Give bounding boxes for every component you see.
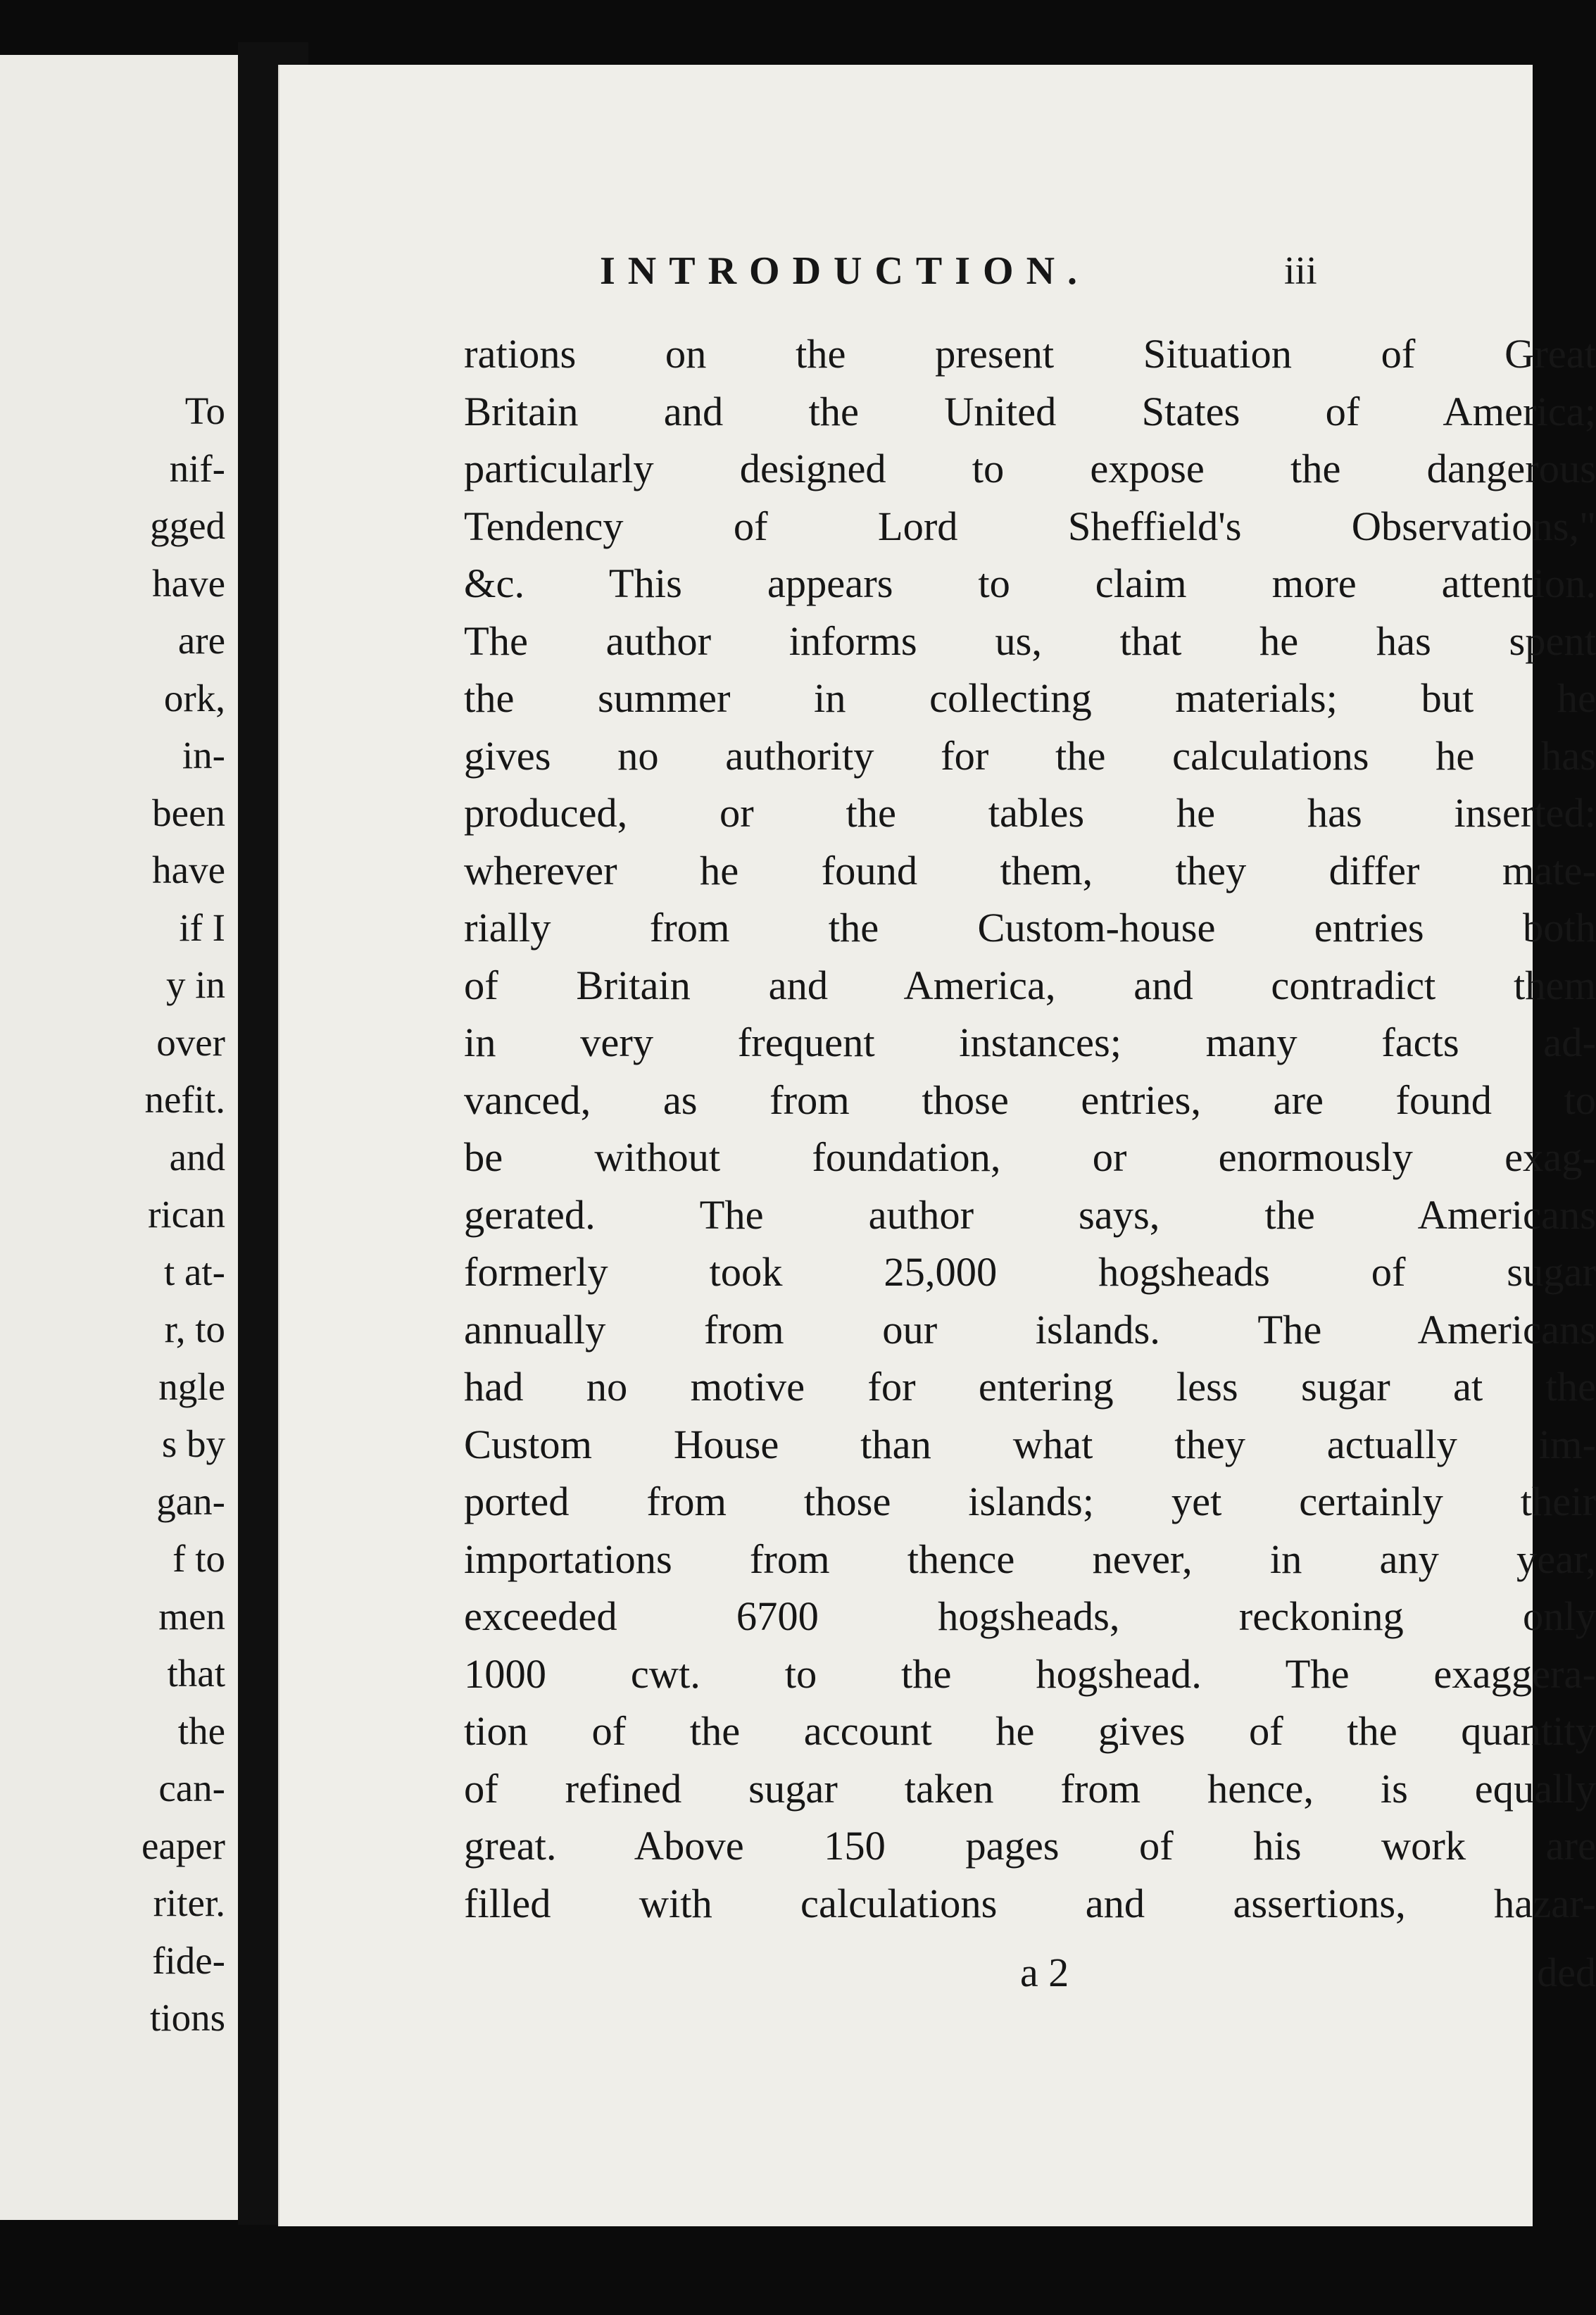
- left-line: the: [177, 1709, 225, 1752]
- left-line: men: [158, 1594, 225, 1638]
- text-line: annually from our islands. The Americans: [464, 1306, 1596, 1353]
- left-line: y in: [165, 963, 225, 1006]
- text-line: of Britain and America, and contradict them: [464, 962, 1596, 1008]
- text-line: exceeded 6700 hogsheads, reckoning only: [464, 1593, 1596, 1639]
- left-facing-page: [0, 55, 238, 2220]
- left-line: nif-: [169, 446, 225, 490]
- text-line: great. Above 150 pages of his work are: [464, 1823, 1596, 1869]
- catchword: ded: [1537, 1950, 1596, 1995]
- text-line: in very frequent instances; many facts ad-: [464, 1020, 1596, 1065]
- page-footer: [464, 1941, 1596, 2005]
- left-line: eaper: [141, 1824, 225, 1867]
- text-line: filled with calculations and assertions, hazar-: [464, 1880, 1596, 1926]
- text-line: formerly took 25,000 hogsheads of sugar: [464, 1249, 1596, 1295]
- text-line: gives no authority for the calculations he has: [464, 732, 1596, 779]
- text-line: The author informs us, that he has spent: [464, 617, 1596, 664]
- body-text: [464, 325, 1596, 1932]
- left-line: have: [152, 561, 225, 605]
- text-line: Britain and the United States of America;: [464, 388, 1596, 434]
- right-page: [278, 65, 1596, 2226]
- running-title: INTRODUCTION.: [600, 249, 1091, 293]
- left-line: To: [184, 389, 225, 432]
- text-line: the summer in collecting materials; but he: [464, 675, 1596, 721]
- left-line: been: [152, 791, 225, 834]
- left-line: ork,: [163, 676, 225, 720]
- left-line: t at-: [163, 1250, 225, 1293]
- text-line: importations from thence never, in any year,: [464, 1536, 1596, 1582]
- left-line: and: [169, 1135, 225, 1179]
- running-head: [279, 236, 1533, 306]
- left-line: tions: [150, 1996, 225, 2039]
- left-line: s by: [161, 1422, 225, 1465]
- text-line: particularly designed to expose the dangerous: [464, 446, 1596, 491]
- text-line: rially from the Custom-house entries both: [464, 905, 1596, 951]
- text-line: gerated. The author says, the Americans: [464, 1191, 1596, 1238]
- text-line: tion of the account he gives of the quantity: [464, 1708, 1596, 1754]
- text-line: wherever he found them, they differ mate-: [464, 847, 1596, 893]
- text-line: be without foundation, or enormously exag-: [464, 1134, 1596, 1180]
- text-line: ported from those islands; yet certainly their: [464, 1479, 1596, 1524]
- left-line: rican: [148, 1193, 225, 1236]
- text-line: had no motive for entering less sugar at the: [464, 1364, 1596, 1410]
- text-line: vanced, as from those entries, are found to: [464, 1077, 1596, 1123]
- left-line: in-: [182, 734, 225, 777]
- left-line: if I: [179, 905, 225, 949]
- left-line: nefit.: [144, 1078, 225, 1121]
- left-line: gged: [150, 504, 225, 547]
- text-line: Tendency of Lord Sheffield's Observations,": [464, 503, 1596, 549]
- text-line: Custom House than what they actually im-: [464, 1421, 1596, 1467]
- text-line: 1000 cwt. to the hogshead. The exaggera-: [464, 1650, 1596, 1697]
- left-page-line-endings: [142, 382, 225, 2047]
- left-line: can-: [158, 1767, 225, 1809]
- left-line: have: [152, 848, 225, 891]
- left-line: that: [167, 1652, 225, 1695]
- left-line: fide-: [152, 1938, 225, 1982]
- text-line: &c. This appears to claim more attention.: [464, 560, 1596, 606]
- left-line: f to: [172, 1537, 225, 1580]
- left-line: ngle: [158, 1364, 225, 1408]
- text-line: produced, or the tables he has inserted:: [464, 790, 1596, 836]
- left-line: gan-: [156, 1479, 225, 1523]
- text-line: rations on the present Situation of Great: [464, 331, 1596, 377]
- left-line: riter.: [153, 1881, 225, 1924]
- page-number: iii: [1284, 249, 1317, 293]
- text-line: of refined sugar taken from hence, is equally: [464, 1765, 1596, 1812]
- signature-mark: a 2: [1020, 1950, 1069, 1995]
- left-line: over: [156, 1020, 225, 1064]
- left-line: r, to: [164, 1307, 225, 1350]
- left-line: are: [177, 619, 225, 662]
